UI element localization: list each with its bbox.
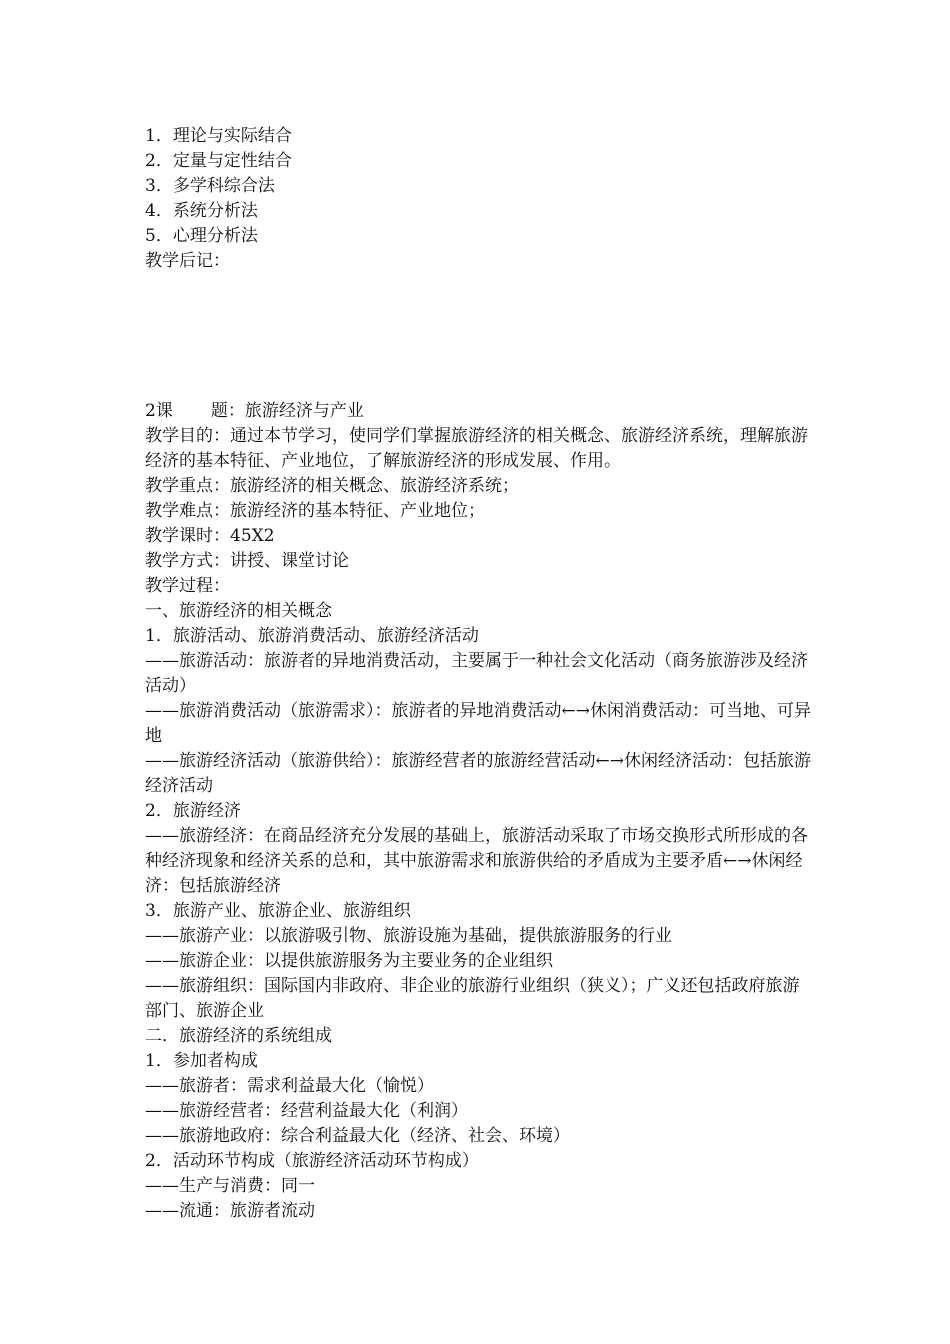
- paragraph-1-1-c: ——旅游经济活动（旅游供给）：旅游经营者的旅游经营活动←→休闲经济活动：包括旅游经济活动: [145, 751, 811, 796]
- paragraph-2-1-a: ——旅游者：需求利益最大化（愉悦）: [145, 1076, 434, 1096]
- document-page: [145, 124, 815, 1224]
- blank-space: [145, 274, 815, 399]
- teaching-notes-label: 教学后记：: [145, 251, 230, 271]
- paragraph-1-3-c: ——旅游组织：国际国内非政府、非企业的旅游行业组织（狭义）；广义还包括政府旅游部门、旅游企业: [145, 976, 800, 1021]
- paragraph-1-3-a: ——旅游产业：以旅游吸引物、旅游设施为基础，提供旅游服务的行业: [145, 926, 672, 946]
- subheading-1-2: 2．旅游经济: [145, 801, 241, 821]
- subheading-1-1: 1．旅游活动、旅游消费活动、旅游经济活动: [145, 626, 479, 646]
- teaching-key-points: 教学重点：旅游经济的相关概念、旅游经济系统；: [145, 476, 519, 496]
- method-item-5: 5．心理分析法: [145, 226, 258, 246]
- teaching-method: 教学方式：讲授、课堂讨论: [145, 551, 349, 571]
- lesson-title: [145, 399, 815, 424]
- paragraph-1-2-a: ——旅游经济：在商品经济充分发展的基础上，旅游活动采取了市场交换形式所形成的各种经济现象和经济关系的总和，其中旅游需求和旅游供给的矛盾成为主要矛盾←→休闲经济：包括旅游经济: [145, 826, 808, 896]
- lesson-title-label: 题：旅游经济与产业: [210, 401, 364, 421]
- teaching-difficulties: 教学难点：旅游经济的基本特征、产业地位；: [145, 501, 485, 521]
- teaching-objective: 教学目的：通过本节学习，使同学们掌握旅游经济的相关概念、旅游经济系统，理解旅游经济的基本特征、产业地位，了解旅游经济的形成发展、作用。: [145, 426, 808, 471]
- subheading-2-1: 1．参加者构成: [145, 1051, 258, 1071]
- section-heading-1: 一、旅游经济的相关概念: [145, 601, 332, 621]
- paragraph-1-3-b: ——旅游企业：以提供旅游服务为主要业务的企业组织: [145, 951, 553, 971]
- paragraph-2-2-a: ——生产与消费：同一: [145, 1176, 315, 1196]
- teaching-process: 教学过程：: [145, 576, 230, 596]
- section-heading-2: 二．旅游经济的系统组成: [145, 1026, 332, 1046]
- lesson-title-prefix: 2课: [145, 401, 173, 421]
- paragraph-1-1-a: ——旅游活动：旅游者的异地消费活动，主要属于一种社会文化活动（商务旅游涉及经济活动）: [145, 651, 808, 696]
- paragraph-1-1-b: ——旅游消费活动（旅游需求）：旅游者的异地消费活动←→休闲消费活动：可当地、可异地: [145, 701, 811, 746]
- method-item-4: 4．系统分析法: [145, 201, 258, 221]
- teaching-hours: 教学课时：45X2: [145, 526, 275, 546]
- subheading-2-2: 2．活动环节构成（旅游经济活动环节构成）: [145, 1151, 479, 1171]
- method-item-3: 3．多学科综合法: [145, 176, 275, 196]
- method-item-2: 2．定量与定性结合: [145, 151, 292, 171]
- paragraph-2-2-b: ——流通：旅游者流动: [145, 1201, 315, 1221]
- paragraph-2-1-b: ——旅游经营者：经营利益最大化（利润）: [145, 1101, 468, 1121]
- subheading-1-3: 3．旅游产业、旅游企业、旅游组织: [145, 901, 411, 921]
- method-item-1: 1．理论与实际结合: [145, 126, 292, 146]
- paragraph-2-1-c: ——旅游地政府：综合利益最大化（经济、社会、环境）: [145, 1126, 570, 1146]
